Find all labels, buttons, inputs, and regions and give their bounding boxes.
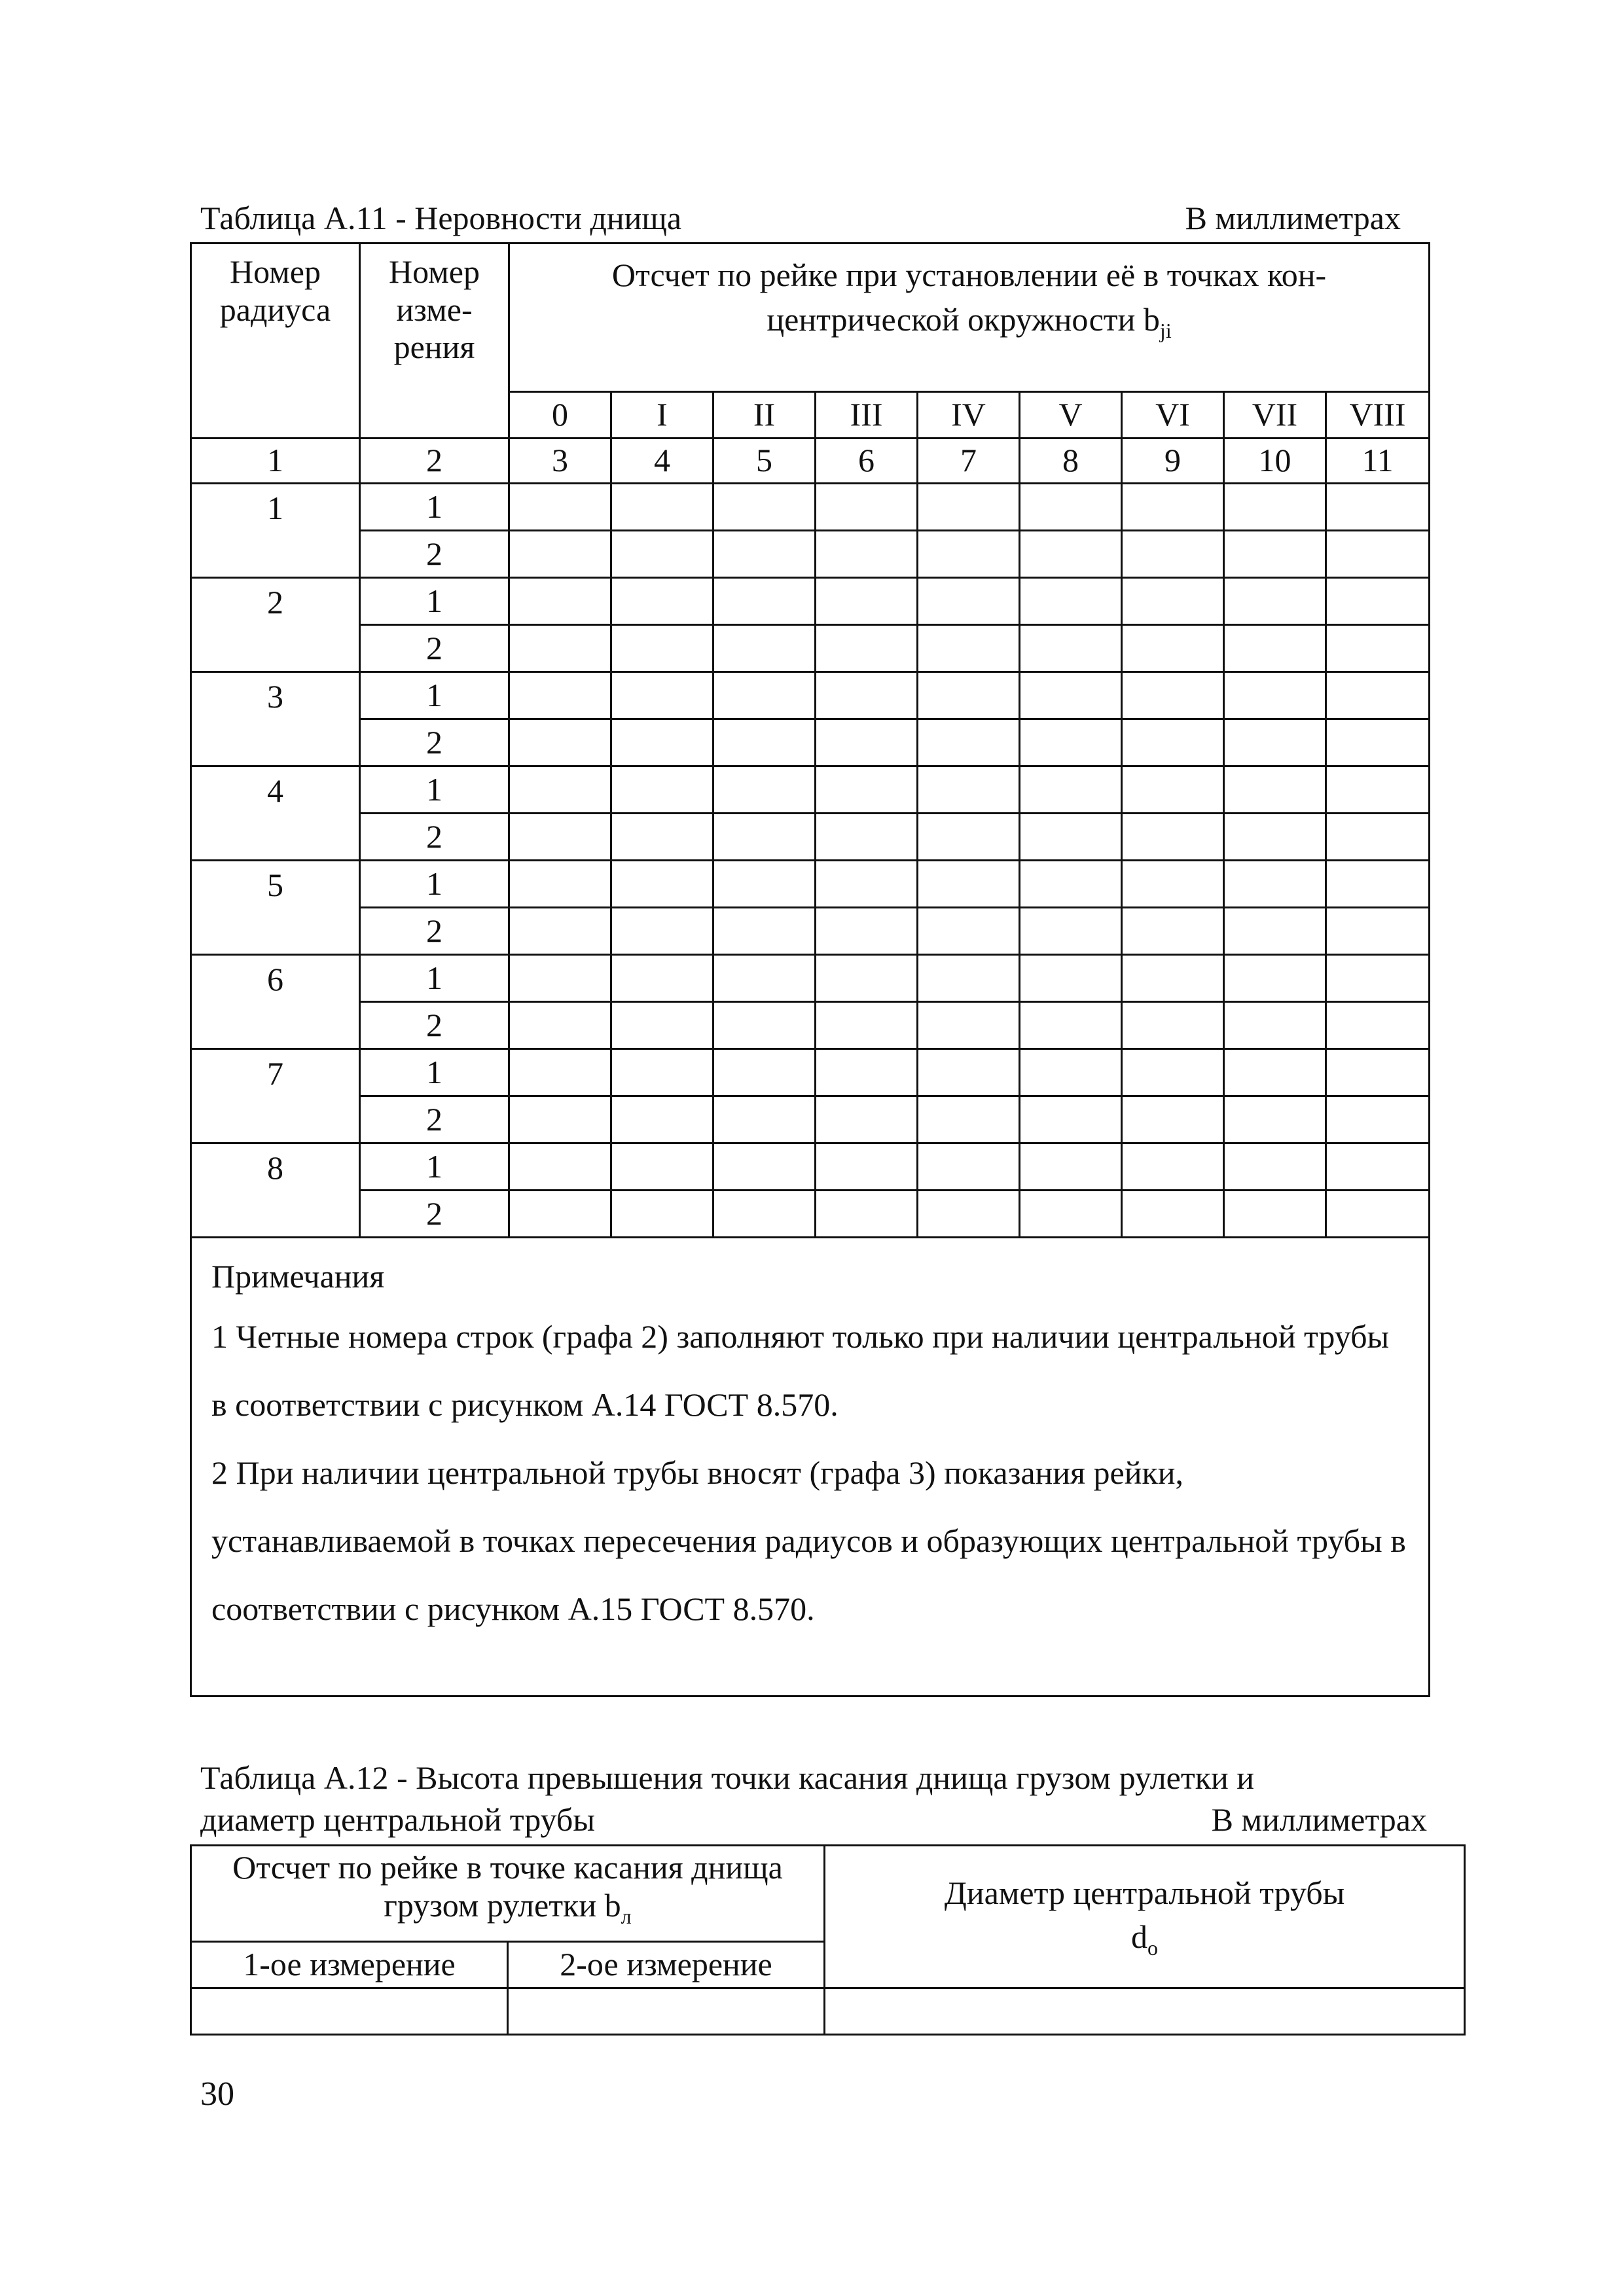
reading-cell[interactable] [1224,1143,1326,1191]
reading-cell[interactable] [713,1191,816,1238]
reading-cell[interactable] [1020,719,1122,766]
reading-cell[interactable] [1020,1049,1122,1096]
note-item-2: 2 При наличии центральной трубы вносят (графа 3) показания рейки, устанавливаемой в точках пересечения радиусов и образующих центральной трубы в соответствии с рисунком А.15 ГОСТ 8.570. [211,1454,1406,1627]
t12-header-reading-title: Отсчет по рейке в точке касания днища грузом рулетки [232,1849,783,1924]
reading-cell[interactable] [1326,672,1430,719]
header-radius-number: Номер радиуса [191,243,360,439]
column-number: 11 [1326,439,1430,484]
page-number: 30 [200,2075,234,2113]
reading-cell[interactable] [1326,814,1430,861]
reading-cell[interactable] [1122,861,1224,908]
reading-cell[interactable] [1224,719,1326,766]
reading-cell[interactable] [509,955,611,1002]
header-reading-title: Отсчет по рейке при установлении её в точках кон-центрической окружности [611,257,1327,338]
table-row [191,766,1430,814]
reading-cell[interactable] [713,1143,816,1191]
table-a11-units: В миллиметрах [1185,200,1401,236]
reading-cell[interactable] [509,531,611,578]
reading-cell[interactable] [611,766,713,814]
column-number: 1 [191,439,360,484]
reading-cell[interactable] [1122,672,1224,719]
reading-cell[interactable] [1326,908,1430,955]
reading-cell[interactable] [713,814,816,861]
t12-cell-second-measurement[interactable] [508,1988,825,2035]
reading-cell[interactable] [1122,578,1224,625]
reading-cell[interactable] [1122,814,1224,861]
measurement-number-cell: 2 [360,1002,509,1049]
reading-cell[interactable] [611,955,713,1002]
reading-cell[interactable] [1224,484,1326,531]
reading-cell[interactable] [509,1049,611,1096]
reading-cell[interactable] [1122,1143,1224,1191]
table-a11-caption: Таблица А.11 - Неровности днища [200,200,682,236]
reading-cell[interactable] [509,484,611,531]
reading-cell[interactable] [713,672,816,719]
reading-cell[interactable] [713,578,816,625]
measurement-number-cell: 1 [360,672,509,719]
table-row [191,1096,1430,1143]
reading-cell[interactable] [713,1049,816,1096]
table-row [191,672,1430,719]
reading-cell[interactable] [1224,578,1326,625]
reading-cell[interactable] [713,766,816,814]
reading-cell[interactable] [1326,1096,1430,1143]
reading-cell[interactable] [816,1049,918,1096]
reading-cell[interactable] [509,578,611,625]
radius-number-cell: 2 [191,578,360,672]
reading-cell[interactable] [1020,814,1122,861]
point-label: I [611,392,713,439]
column-number: 8 [1020,439,1122,484]
reading-cell[interactable] [1122,908,1224,955]
reading-cell[interactable] [1326,484,1430,531]
reading-cell[interactable] [1020,625,1122,672]
reading-cell[interactable] [918,672,1020,719]
notes-cell [191,1238,1430,1696]
reading-cell[interactable] [816,672,918,719]
measurement-number-cell: 1 [360,578,509,625]
reading-cell[interactable] [509,625,611,672]
reading-cell[interactable] [1020,955,1122,1002]
reading-cell[interactable] [509,1191,611,1238]
reading-cell[interactable] [713,719,816,766]
reading-cell[interactable] [1020,766,1122,814]
reading-cell[interactable] [1224,1049,1326,1096]
t12-header-reading [191,1846,825,1942]
radius-number-cell: 4 [191,766,360,861]
reading-cell[interactable] [713,484,816,531]
radius-number-cell: 3 [191,672,360,766]
reading-cell[interactable] [1122,1191,1224,1238]
column-number: 3 [509,439,611,484]
reading-cell[interactable] [611,814,713,861]
reading-cell[interactable] [918,719,1020,766]
measurement-number-cell: 1 [360,484,509,531]
reading-cell[interactable] [816,578,918,625]
reading-cell[interactable] [1122,1096,1224,1143]
radius-number-cell: 6 [191,955,360,1049]
reading-cell[interactable] [1224,1096,1326,1143]
column-number: 7 [918,439,1020,484]
reading-cell[interactable] [918,1191,1020,1238]
measurement-number-cell: 2 [360,908,509,955]
reading-cell[interactable] [611,578,713,625]
reading-cell[interactable] [816,1002,918,1049]
reading-cell[interactable] [1122,625,1224,672]
t12-header-diameter-symbol: $d_o$ [1131,1918,1159,1960]
reading-cell[interactable] [1020,578,1122,625]
reading-cell[interactable] [509,766,611,814]
table-row [191,719,1430,766]
reading-cell[interactable] [918,625,1020,672]
radius-number-cell: 5 [191,861,360,955]
reading-cell[interactable] [918,1049,1020,1096]
reading-cell[interactable] [918,578,1020,625]
reading-cell[interactable] [1224,814,1326,861]
reading-cell[interactable] [1224,861,1326,908]
reading-cell[interactable] [816,484,918,531]
point-label: V [1020,392,1122,439]
reading-cell[interactable] [1020,861,1122,908]
reading-cell[interactable] [918,484,1020,531]
reading-cell[interactable] [611,531,713,578]
t12-header-first-measurement: 1-ое измерение [191,1942,508,1988]
reading-cell[interactable] [713,1096,816,1143]
table-row [191,955,1430,1002]
reading-cell[interactable] [918,814,1020,861]
table-a12-caption-line2: диаметр центральной трубы [200,1801,595,1838]
note-item-1: 1 Четные номера строк (графа 2) заполняют только при наличии центральной трубы в соответствии с рисунком А.14 ГОСТ 8.570. [211,1318,1390,1423]
column-number: 2 [360,439,509,484]
table-row [191,814,1430,861]
reading-cell[interactable] [509,1002,611,1049]
reading-cell[interactable] [816,1143,918,1191]
reading-cell[interactable] [1224,908,1326,955]
reading-cell[interactable] [918,531,1020,578]
table-a12-units: В миллиметрах [1211,1801,1427,1838]
reading-cell[interactable] [713,531,816,578]
reading-cell[interactable] [918,955,1020,1002]
table-row [191,1049,1430,1096]
t12-header-second-measurement: 2-ое измерение [508,1942,825,1988]
reading-cell[interactable] [1122,766,1224,814]
reading-cell[interactable] [816,719,918,766]
header-reading [509,243,1430,392]
table-row [191,625,1430,672]
reading-cell[interactable] [1326,1143,1430,1191]
reading-cell[interactable] [611,672,713,719]
reading-cell[interactable] [918,861,1020,908]
reading-cell[interactable] [713,1002,816,1049]
radius-number-cell: 7 [191,1049,360,1143]
table-row [191,908,1430,955]
reading-cell[interactable] [918,1002,1020,1049]
reading-cell[interactable] [713,861,816,908]
reading-cell[interactable] [1020,672,1122,719]
column-numbers-row [191,439,1430,484]
column-number: 4 [611,439,713,484]
table-row [191,1191,1430,1238]
reading-cell[interactable] [1326,531,1430,578]
measurement-number-cell: 2 [360,1096,509,1143]
reading-cell[interactable] [713,908,816,955]
reading-cell[interactable] [1020,1191,1122,1238]
reading-cell[interactable] [611,484,713,531]
reading-cell[interactable] [1224,766,1326,814]
measurement-number-cell: 1 [360,1049,509,1096]
reading-cell[interactable] [1020,1096,1122,1143]
reading-cell[interactable] [816,766,918,814]
reading-cell[interactable] [816,625,918,672]
table-row [191,861,1430,908]
table-row [191,484,1430,531]
reading-cell[interactable] [816,1191,918,1238]
measurement-number-cell: 2 [360,814,509,861]
reading-cell[interactable] [611,625,713,672]
reading-cell[interactable] [611,1143,713,1191]
column-number: 9 [1122,439,1224,484]
t12-header-reading-symbol: $b_л$ [604,1886,632,1928]
reading-cell[interactable] [509,672,611,719]
reading-cell[interactable] [713,625,816,672]
reading-cell[interactable] [509,1143,611,1191]
reading-cell[interactable] [1224,531,1326,578]
t12-cell-diameter[interactable] [825,1988,1465,2035]
radius-number-cell: 1 [191,484,360,578]
measurement-number-cell: 2 [360,1191,509,1238]
notes-title: Примечания [211,1258,385,1295]
reading-cell[interactable] [1326,1002,1430,1049]
table-row [191,1143,1430,1191]
reading-cell[interactable] [611,1002,713,1049]
reading-cell[interactable] [1122,1002,1224,1049]
reading-cell[interactable] [1326,766,1430,814]
measurement-number-cell: 2 [360,719,509,766]
reading-cell[interactable] [1224,1191,1326,1238]
measurement-number-cell: 1 [360,955,509,1002]
reading-cell[interactable] [1326,861,1430,908]
reading-cell[interactable] [816,908,918,955]
column-number: 6 [816,439,918,484]
point-label: 0 [509,392,611,439]
reading-cell[interactable] [816,955,918,1002]
reading-cell[interactable] [611,1191,713,1238]
t12-header-diameter-title: Диаметр центральной трубы [944,1874,1345,1911]
reading-cell[interactable] [1020,1002,1122,1049]
reading-cell[interactable] [1326,1191,1430,1238]
reading-cell[interactable] [918,766,1020,814]
reading-cell[interactable] [1326,719,1430,766]
point-label: IV [918,392,1020,439]
reading-cell[interactable] [816,1096,918,1143]
point-label: III [816,392,918,439]
measurement-number-cell: 2 [360,625,509,672]
reading-cell[interactable] [1326,578,1430,625]
table-a12-caption-line1: Таблица А.12 - Высота превышения точки касания днища грузом рулетки и [200,1759,1255,1796]
reading-cell[interactable] [1122,955,1224,1002]
reading-cell[interactable] [1224,955,1326,1002]
reading-cell[interactable] [509,719,611,766]
reading-cell[interactable] [1224,672,1326,719]
reading-cell[interactable] [1326,955,1430,1002]
table-a11 [190,242,1430,1697]
reading-cell[interactable] [509,861,611,908]
reading-cell[interactable] [611,1049,713,1096]
point-label: VII [1224,392,1326,439]
measurement-number-cell: 1 [360,766,509,814]
point-label: II [713,392,816,439]
reading-cell[interactable] [1224,625,1326,672]
reading-cell[interactable] [918,1143,1020,1191]
t12-header-diameter [825,1846,1465,1988]
reading-cell[interactable] [918,908,1020,955]
reading-cell[interactable] [611,908,713,955]
reading-cell[interactable] [611,719,713,766]
reading-cell[interactable] [713,955,816,1002]
reading-cell[interactable] [816,814,918,861]
reading-cell[interactable] [611,1096,713,1143]
reading-cell[interactable] [1020,908,1122,955]
table-row [191,1002,1430,1049]
t12-cell-first-measurement[interactable] [191,1988,508,2035]
reading-cell[interactable] [509,908,611,955]
reading-cell[interactable] [1020,484,1122,531]
header-measurement-number: Номер изме-рения [360,243,509,439]
reading-cell[interactable] [1326,625,1430,672]
reading-cell[interactable] [1122,531,1224,578]
point-label: VIII [1326,392,1430,439]
column-number: 10 [1224,439,1326,484]
reading-cell[interactable] [1122,1049,1224,1096]
point-label: VI [1122,392,1224,439]
reading-cell[interactable] [509,814,611,861]
table-a12 [190,1844,1466,2036]
measurement-number-cell: 1 [360,1143,509,1191]
reading-cell[interactable] [611,861,713,908]
table-row [191,578,1430,625]
reading-cell[interactable] [1122,719,1224,766]
table-row [191,531,1430,578]
reading-cell[interactable] [1020,1143,1122,1191]
measurement-number-cell: 1 [360,861,509,908]
measurement-number-cell: 2 [360,531,509,578]
reading-cell[interactable] [1020,531,1122,578]
radius-number-cell: 8 [191,1143,360,1238]
column-number: 5 [713,439,816,484]
header-reading-symbol: $b_{ji}$ [1143,300,1172,342]
reading-cell[interactable] [1326,1049,1430,1096]
reading-cell[interactable] [1122,484,1224,531]
reading-cell[interactable] [816,531,918,578]
reading-cell[interactable] [509,1096,611,1143]
reading-cell[interactable] [816,861,918,908]
reading-cell[interactable] [918,1096,1020,1143]
reading-cell[interactable] [1224,1002,1326,1049]
